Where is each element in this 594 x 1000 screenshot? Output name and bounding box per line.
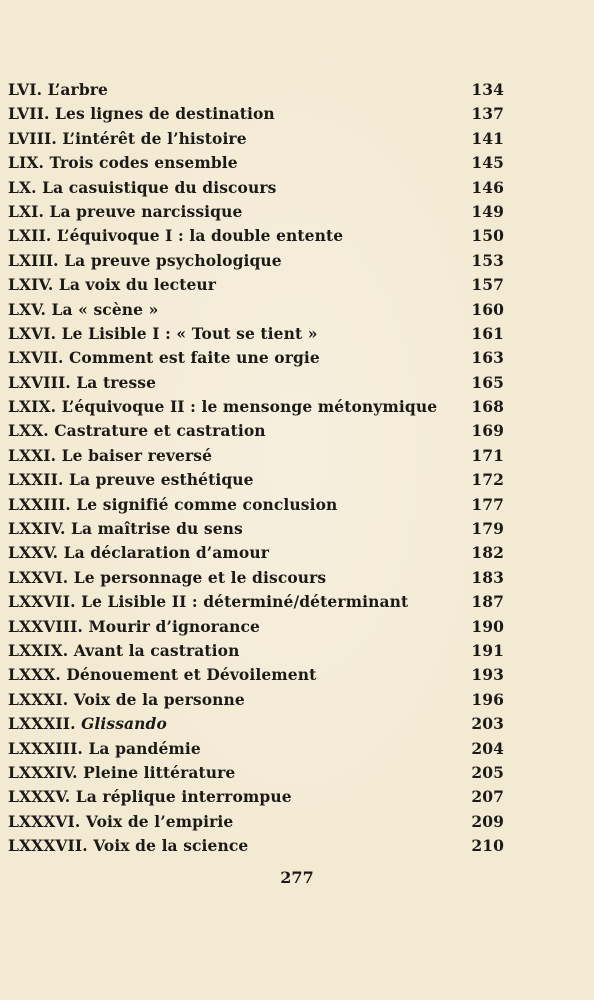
toc-chapter-number: LVII. bbox=[8, 104, 50, 124]
toc-entry-title bbox=[8, 566, 326, 590]
toc-chapter-number: LVIII. bbox=[8, 128, 57, 148]
toc-page-number: 193 bbox=[471, 665, 504, 685]
toc-page-number: 171 bbox=[471, 445, 504, 465]
toc-chapter-title: L’intérêt de l’histoire bbox=[62, 128, 247, 148]
toc-chapter-title: Trois codes ensemble bbox=[49, 153, 238, 173]
toc-page-number: 187 bbox=[471, 592, 504, 612]
toc-entry bbox=[8, 102, 504, 126]
toc-chapter-title: L’arbre bbox=[47, 80, 108, 99]
toc-entry-title bbox=[8, 346, 320, 370]
toc-page-number: 149 bbox=[471, 201, 504, 221]
toc-chapter-number: LXXIII. bbox=[8, 494, 71, 514]
toc-chapter-number: LXXVI. bbox=[8, 567, 69, 587]
toc-chapter-title: La tresse bbox=[76, 372, 157, 392]
toc-chapter-number: LXI. bbox=[8, 201, 44, 221]
toc-entry-title bbox=[8, 273, 216, 297]
toc-chapter-title: Glissando bbox=[81, 714, 167, 734]
toc-entry-title bbox=[8, 78, 108, 102]
toc-entry bbox=[8, 810, 504, 834]
toc-entry bbox=[8, 737, 504, 761]
toc-page-number: 150 bbox=[471, 226, 504, 246]
toc-page-number: 153 bbox=[471, 250, 504, 270]
toc-chapter-number: LXIX. bbox=[8, 397, 57, 417]
toc-chapter-number: LXX. bbox=[8, 421, 49, 441]
toc-page-number: 169 bbox=[471, 421, 504, 441]
toc-page-number: 209 bbox=[471, 811, 504, 831]
toc-entry-title bbox=[8, 737, 201, 761]
toc-entry bbox=[8, 468, 504, 492]
toc-chapter-title: La preuve narcissique bbox=[49, 201, 243, 221]
toc-chapter-number: LXV. bbox=[8, 299, 47, 319]
toc-chapter-number: LXXIX. bbox=[8, 640, 69, 660]
toc-chapter-number: LXXXII. bbox=[8, 714, 76, 734]
toc-chapter-title: La maîtrise du sens bbox=[71, 519, 243, 539]
toc-entry-title bbox=[8, 712, 167, 736]
toc-entry bbox=[8, 761, 504, 785]
toc-chapter-title: Comment est faite une orgie bbox=[68, 348, 320, 368]
toc-entry-title bbox=[8, 468, 254, 492]
toc-entry bbox=[8, 688, 504, 712]
toc-entry-title bbox=[8, 249, 282, 273]
toc-chapter-number: LVI. bbox=[8, 80, 43, 99]
toc-entry bbox=[8, 176, 504, 200]
toc-entry bbox=[8, 346, 504, 370]
toc-entry bbox=[8, 224, 504, 248]
toc-chapter-title: L’équivoque II : le mensonge métonymique bbox=[61, 397, 438, 417]
toc-chapter-title: Castrature et castration bbox=[54, 421, 266, 441]
toc-page-number: 165 bbox=[471, 372, 504, 392]
toc-chapter-number: LXXXIV. bbox=[8, 762, 78, 782]
toc-chapter-number: LX. bbox=[8, 177, 37, 197]
toc-page-number: 190 bbox=[471, 616, 504, 636]
toc-chapter-title: La preuve psychologique bbox=[64, 250, 282, 270]
toc-page-number: 157 bbox=[471, 275, 504, 295]
toc-entry bbox=[8, 298, 504, 322]
toc-entry-title bbox=[8, 444, 212, 468]
toc-entry-title bbox=[8, 639, 239, 663]
toc-chapter-number: LXIII. bbox=[8, 250, 59, 270]
toc-chapter-number: LXVIII. bbox=[8, 372, 71, 392]
toc-entry-title bbox=[8, 663, 316, 687]
toc-chapter-title: La « scène » bbox=[51, 299, 159, 319]
toc-page-number: 179 bbox=[471, 519, 504, 539]
toc-chapter-number: LXXX. bbox=[8, 665, 61, 685]
toc-page-number: 204 bbox=[471, 738, 504, 758]
toc-chapter-number: LXXXVII. bbox=[8, 836, 88, 856]
toc-chapter-title: Pleine littérature bbox=[83, 762, 236, 782]
toc-chapter-number: LXIV. bbox=[8, 275, 54, 295]
toc-chapter-number: LXXXIII. bbox=[8, 738, 83, 758]
toc-chapter-title: Voix de la personne bbox=[73, 689, 245, 709]
toc-entry bbox=[8, 322, 504, 346]
toc-entry-title bbox=[8, 834, 248, 858]
toc-chapter-number: LIX. bbox=[8, 153, 44, 173]
page-number: 277 bbox=[280, 868, 314, 887]
toc-chapter-number: LXXIV. bbox=[8, 519, 66, 539]
toc-entry bbox=[8, 493, 504, 517]
toc-chapter-title: Voix de l’empirie bbox=[85, 811, 234, 831]
toc-entry bbox=[8, 663, 504, 687]
toc-page-number: 160 bbox=[471, 299, 504, 319]
toc-entry-title bbox=[8, 200, 242, 224]
toc-page-number: 141 bbox=[471, 128, 504, 148]
toc-entry-title bbox=[8, 102, 275, 126]
toc-chapter-title: Le Lisible I : « Tout se tient » bbox=[61, 323, 318, 343]
toc-chapter-number: LXXXI. bbox=[8, 689, 69, 709]
toc-chapter-title: La preuve esthétique bbox=[68, 470, 254, 490]
toc-entry bbox=[8, 834, 504, 858]
toc-entry-title bbox=[8, 493, 337, 517]
toc-entry bbox=[8, 785, 504, 809]
toc-entry bbox=[8, 639, 504, 663]
toc-chapter-number: LXXII. bbox=[8, 470, 64, 490]
toc-page-number: 191 bbox=[471, 640, 504, 660]
toc-page-number: 146 bbox=[471, 177, 504, 197]
toc-entry bbox=[8, 541, 504, 565]
toc-entry bbox=[8, 249, 504, 273]
toc-chapter-title: La voix du lecteur bbox=[58, 275, 217, 295]
toc-page-number: 210 bbox=[471, 836, 504, 856]
toc-entry-title bbox=[8, 395, 437, 419]
toc-chapter-title: Avant la castration bbox=[73, 640, 240, 660]
toc-page-number: 207 bbox=[471, 787, 504, 807]
toc-chapter-number: LXVII. bbox=[8, 348, 64, 368]
toc-entry-title bbox=[8, 810, 233, 834]
toc-page-number: 182 bbox=[471, 543, 504, 563]
toc-page-number: 205 bbox=[471, 762, 504, 782]
toc-entry-title bbox=[8, 322, 318, 346]
toc-page-number: 183 bbox=[471, 567, 504, 587]
toc-entry-title bbox=[8, 517, 243, 541]
toc-entry-title bbox=[8, 151, 238, 175]
toc-entry-title bbox=[8, 224, 343, 248]
toc-chapter-title: Dénouement et Dévoilement bbox=[66, 665, 317, 685]
toc-entry bbox=[8, 566, 504, 590]
toc-entry bbox=[8, 78, 504, 102]
toc-entry-title bbox=[8, 590, 408, 614]
toc-chapter-title: La déclaration d’amour bbox=[63, 543, 269, 563]
toc-chapter-title: Le Lisible II : déterminé/déterminant bbox=[81, 592, 409, 612]
toc-entry-title bbox=[8, 371, 156, 395]
toc-entry bbox=[8, 371, 504, 395]
toc-chapter-number: LXXI. bbox=[8, 445, 57, 465]
toc-page-number: 163 bbox=[471, 348, 504, 368]
toc-entry bbox=[8, 615, 504, 639]
toc-page-number: 168 bbox=[471, 397, 504, 417]
toc-entry bbox=[8, 712, 504, 736]
toc-entry-title bbox=[8, 688, 245, 712]
toc-entry bbox=[8, 419, 504, 443]
toc-entry-title bbox=[8, 615, 260, 639]
toc-page-number: 134 bbox=[471, 80, 504, 99]
toc-entry-title bbox=[8, 761, 235, 785]
toc-page-number: 172 bbox=[471, 470, 504, 490]
table-of-contents bbox=[8, 78, 504, 859]
toc-page-number: 203 bbox=[471, 714, 504, 734]
toc-chapter-title: Le personnage et le discours bbox=[73, 567, 327, 587]
toc-entry-title bbox=[8, 785, 292, 809]
toc-entry bbox=[8, 444, 504, 468]
toc-page-number: 161 bbox=[471, 323, 504, 343]
toc-entry bbox=[8, 517, 504, 541]
toc-chapter-number: LXXVII. bbox=[8, 592, 76, 612]
toc-chapter-title: La casuistique du discours bbox=[42, 177, 277, 197]
toc-entry-title bbox=[8, 541, 269, 565]
toc-entry bbox=[8, 273, 504, 297]
toc-entry-title bbox=[8, 127, 247, 151]
toc-page-number: 145 bbox=[471, 153, 504, 173]
toc-page-number: 196 bbox=[471, 689, 504, 709]
toc-chapter-title: L’équivoque I : la double entente bbox=[56, 226, 344, 246]
toc-entry bbox=[8, 590, 504, 614]
toc-entry-title bbox=[8, 419, 266, 443]
toc-chapter-number: LXXV. bbox=[8, 543, 59, 563]
toc-chapter-number: LXII. bbox=[8, 226, 52, 246]
toc-page-number: 177 bbox=[471, 494, 504, 514]
toc-chapter-title: La pandémie bbox=[88, 738, 201, 758]
toc-chapter-title: Mourir d’ignorance bbox=[88, 616, 260, 636]
toc-chapter-number: LXVI. bbox=[8, 323, 57, 343]
toc-chapter-title: Le signifié comme conclusion bbox=[76, 494, 338, 514]
toc-chapter-number: LXXXV. bbox=[8, 787, 71, 807]
toc-entry-title bbox=[8, 176, 276, 200]
toc-chapter-title: Voix de la science bbox=[93, 836, 249, 856]
toc-entry-title bbox=[8, 298, 158, 322]
toc-page-number: 137 bbox=[471, 104, 504, 124]
toc-entry bbox=[8, 151, 504, 175]
toc-chapter-title: La réplique interrompue bbox=[75, 787, 292, 807]
toc-entry bbox=[8, 200, 504, 224]
toc-entry bbox=[8, 127, 504, 151]
toc-chapter-title: Le baiser reversé bbox=[61, 445, 213, 465]
toc-chapter-number: LXXVIII. bbox=[8, 616, 83, 636]
toc-chapter-title: Les lignes de destination bbox=[54, 104, 275, 124]
toc-entry bbox=[8, 395, 504, 419]
toc-chapter-number: LXXXVI. bbox=[8, 811, 81, 831]
